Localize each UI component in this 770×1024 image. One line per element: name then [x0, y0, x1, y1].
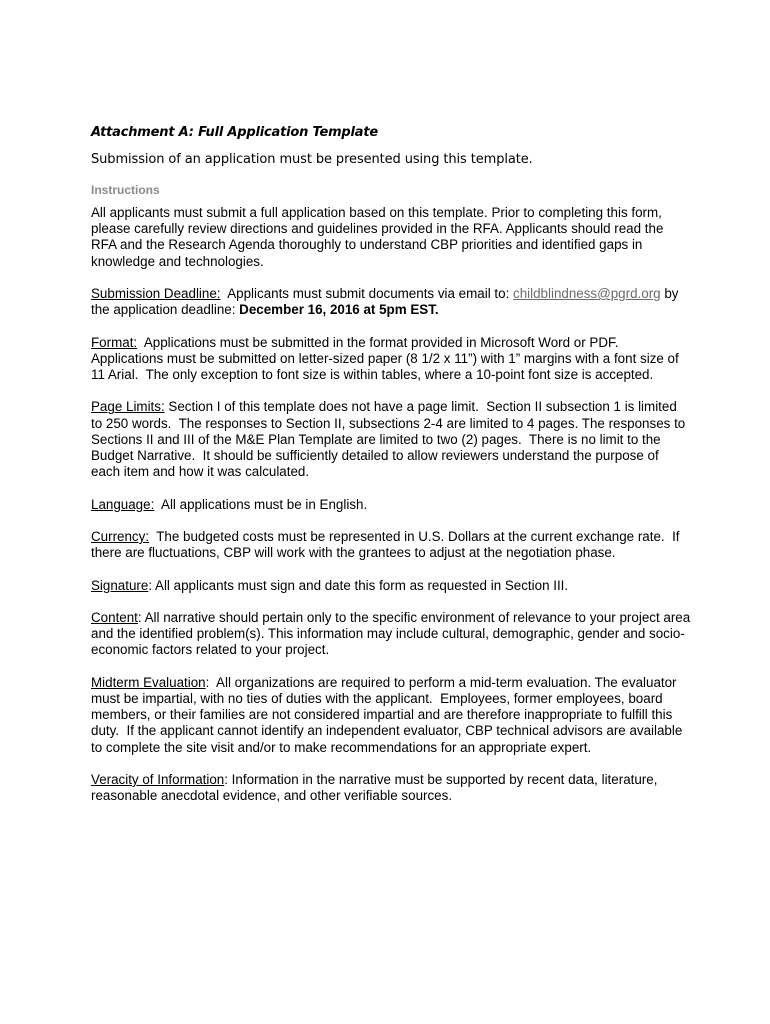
page-limits-paragraph [91, 399, 691, 480]
midterm-evaluation-label: Midterm Evaluation [91, 674, 206, 690]
content-label: Content [91, 609, 138, 625]
intro-paragraph: All applicants must submit a full application based on this template. Prior to completing this form, please carefully review directions and guidelines provided in the RFA. Applicants should read the RFA and the Research Agenda thoroughly to understand CBP priorities and identified gaps in knowledge and technologies. [91, 205, 664, 269]
format-text: Applications must be submitted in the format provided in Microsoft Word or PDF. Applications must be submitted on letter-sized paper (8 1/2 x 11”) with 1” margins with a font size of 11 Arial. The only exception to font size is within tables, where a 10-point font size is accepted. [91, 334, 683, 382]
document-title: Attachment A: Full Application Template [91, 125, 378, 140]
format-paragraph [91, 335, 691, 384]
language-paragraph [91, 497, 691, 513]
midterm-evaluation-paragraph [91, 675, 691, 756]
document-body [91, 125, 694, 821]
content-paragraph [91, 609, 694, 659]
deadline-date: December 16, 2016 at 5pm EST. [239, 302, 439, 318]
submission-deadline-text: Applicants must submit documents via email to: [220, 286, 514, 301]
language-text: All applications must be in English. [154, 496, 368, 512]
veracity-label: Veracity of Information [91, 771, 225, 787]
currency-label: Currency: [91, 528, 150, 544]
currency-text: The budgeted costs must be represented in U.S. Dollars at the current exchange rate. If there are fluctuations, CBP will work with the grantees to adjust at the negotiation phase. [91, 528, 684, 561]
currency-paragraph [91, 529, 691, 561]
email-link[interactable]: childblindness@pgrd.org [513, 286, 661, 301]
midterm-evaluation-text: : All organizations are required to perform a mid-term evaluation. The evaluator must be impartial, with no ties of duties with the applicant. Employees, former employees, board members, or their families are not considered impartial and are therefore inappropriate to fulfill this duty. If the applicant cannot identify an independent evaluator, CBP technical advisors are available to complete the site visit and/or to make recommendations for an appropriate expert. [91, 674, 687, 755]
content-text: : All narrative should pertain only to the specific environment of relevance to your project area and the identified problem(s). This information may include cultural, demographic, gender and socio-economic factors related to your project. [91, 609, 694, 658]
language-label: Language: [91, 496, 155, 512]
submission-deadline-text-after: by the application deadline: [91, 286, 683, 318]
page-limits-text: Section I of this template does not have a page limit. Section II subsection 1 is limited to 250 words. The responses to Section II, subsections 2-4 are limited to 4 pages. The responses to Sections II and III of the M&E Plan Template are limited to two (2) pages. There is no limit to the Budget Narrative. It should be sufficiently detailed to allow reviewers understand the purpose of each item and how it was calculated. [91, 399, 689, 480]
format-label: Format: [91, 334, 138, 350]
submission-deadline-label: Submission Deadline: [91, 286, 221, 301]
document-subtitle: Submission of an application must be presented using this template. [91, 152, 533, 167]
veracity-paragraph [91, 772, 691, 804]
signature-text: : All applicants must sign and date this form as requested in Section III. [148, 577, 569, 593]
veracity-text: : Information in the narrative must be supported by recent data, literature, reasonable anecdotal evidence, and other verifiable sources. [91, 771, 662, 804]
page-limits-label: Page Limits: [91, 399, 165, 415]
instructions-heading: Instructions [91, 183, 160, 197]
submission-deadline-paragraph [91, 286, 691, 318]
signature-paragraph [91, 578, 691, 594]
signature-label: Signature [91, 577, 149, 593]
